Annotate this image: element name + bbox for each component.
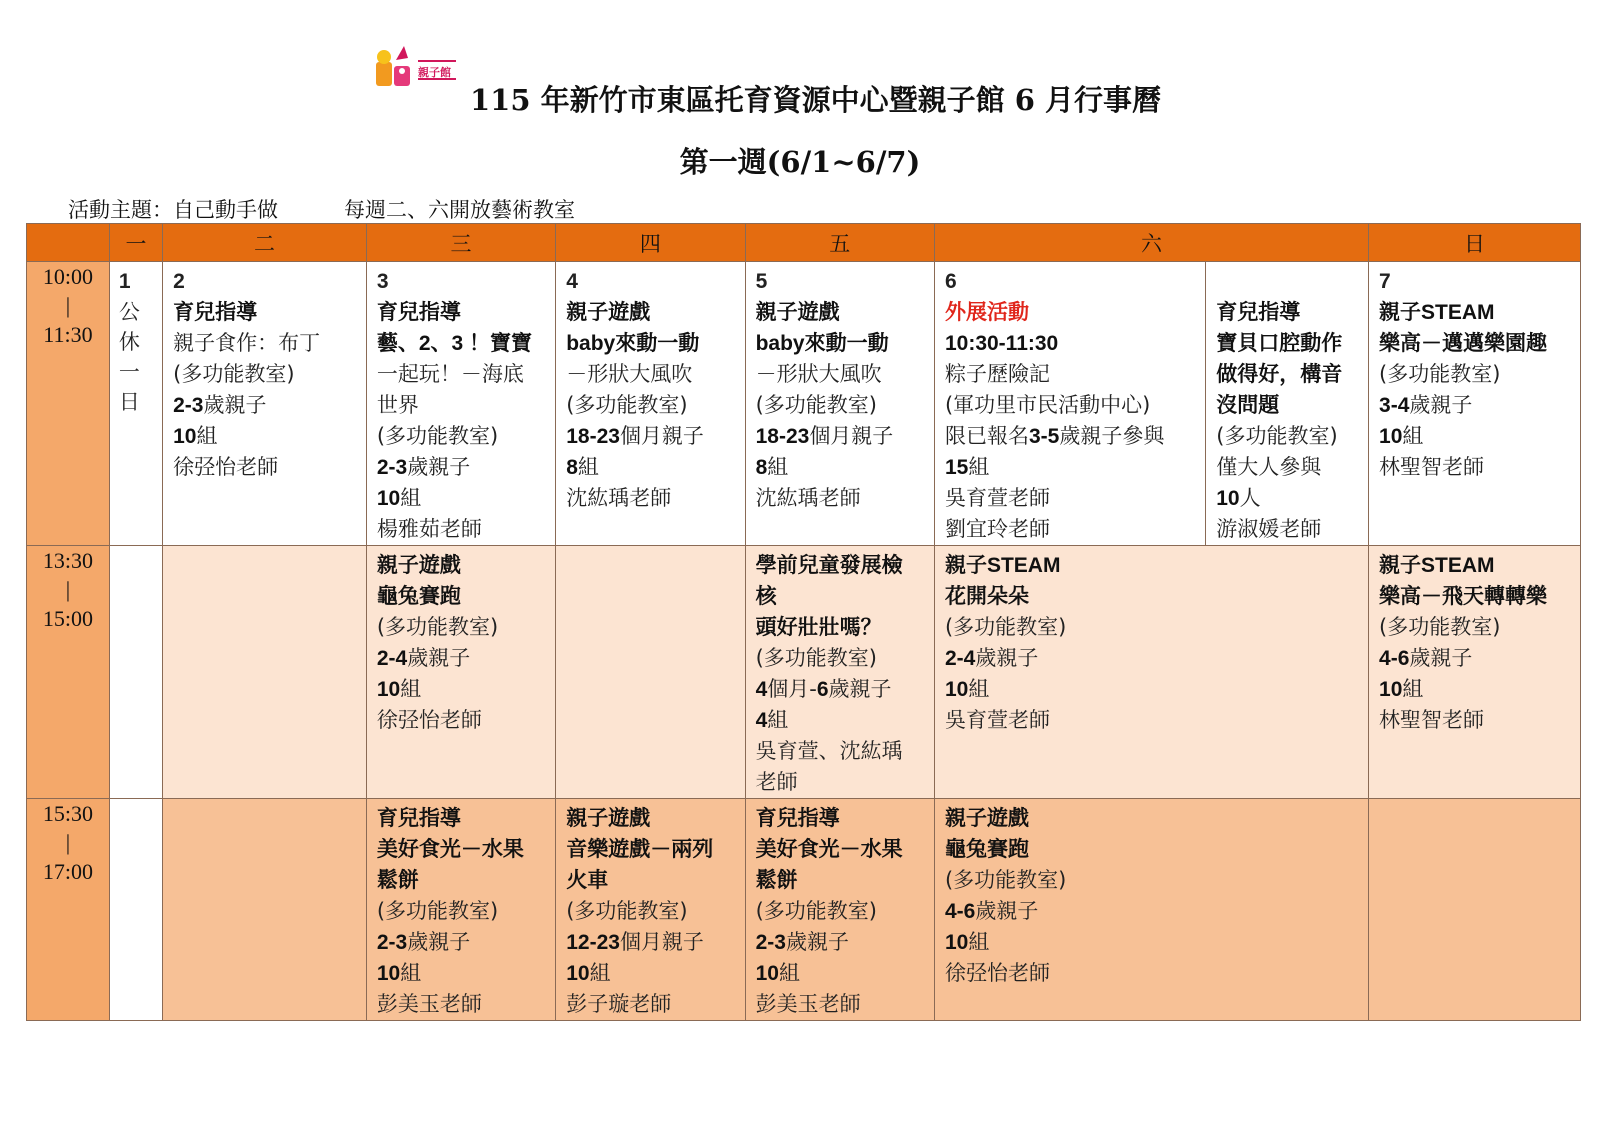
activity-room: (多功能教室) — [376, 615, 499, 639]
activity-name: 寶貝口腔動作 — [1216, 332, 1343, 355]
activity-age: 2-3歲親子 — [755, 930, 849, 954]
activity-room: (多功能教室) — [944, 615, 1067, 639]
activity-age: 2-3歲親子 — [376, 930, 471, 954]
activity-teacher: 徐弪怡老師 — [173, 455, 279, 479]
cell-sun-late — [1369, 799, 1581, 1021]
page-title: 115 年新竹市東區托育資源中心暨親子館 6 月行事曆 — [470, 83, 1162, 117]
activity-name-cont: 火車 — [566, 869, 609, 892]
weekday-mon: 一 — [109, 224, 162, 262]
activity-teacher-cont: 老師 — [755, 770, 798, 794]
activity-name: 龜兔賽跑 — [944, 838, 1029, 861]
activity-teacher: 劉宜玲老師 — [944, 517, 1050, 541]
activity-age: 2-3歲親子 — [376, 455, 471, 479]
activity-groups: 10組 — [1379, 424, 1424, 448]
activity-teacher: 沈紘瑀老師 — [566, 486, 672, 510]
activity-category: 育兒指導 — [376, 301, 461, 324]
date-number: 5 — [755, 270, 768, 293]
activity-count: 10人 — [1216, 486, 1261, 510]
activity-room: (多功能教室) — [755, 899, 877, 923]
weekday-wed: 三 — [366, 224, 555, 262]
activity-category: 育兒指導 — [173, 301, 258, 324]
activity-name: baby來動一動 — [755, 332, 889, 355]
cell-tue-morning — [163, 262, 367, 546]
activity-category: 育兒指導 — [755, 807, 840, 830]
time-slot-late-afternoon: 15:30 | 17:00 — [27, 799, 110, 1021]
activity-teacher: 吳育萱老師 — [944, 708, 1050, 732]
activity-name: 龜兔賽跑 — [376, 585, 461, 608]
activity-age: 18-23個月親子 — [755, 424, 894, 448]
timeslot-row-afternoon — [27, 546, 1581, 799]
weekday-sun: 日 — [1369, 224, 1581, 262]
activity-category: 親子STEAM — [1379, 554, 1495, 577]
activity-groups: 15組 — [944, 455, 990, 479]
activity-age: 2-3歲親子 — [173, 393, 267, 417]
cell-tue-late — [163, 799, 367, 1021]
activity-room: (多功能教室) — [755, 393, 877, 417]
activity-teacher: 林聖智老師 — [1379, 455, 1485, 479]
activity-groups: 10組 — [1379, 677, 1424, 701]
art-room-note: 每週二、六開放藝術教室 — [344, 198, 575, 222]
activity-groups: 10組 — [944, 930, 990, 954]
weekday-thu: 四 — [556, 224, 745, 262]
cell-fri-afternoon — [745, 546, 934, 799]
cell-wed-afternoon — [366, 546, 555, 799]
activity-teacher: 林聖智老師 — [1379, 708, 1485, 732]
date-number: 7 — [1379, 270, 1391, 293]
activity-category: 育兒指導 — [1216, 301, 1301, 324]
weekday-tue: 二 — [163, 224, 367, 262]
activity-room: (多功能教室) — [566, 899, 688, 923]
cell-mon-afternoon — [109, 546, 162, 799]
activity-age: 4-6歲親子 — [944, 899, 1039, 923]
activity-name-cont: 核 — [755, 585, 777, 608]
activity-teacher: 楊雅茹老師 — [376, 517, 482, 541]
activity-groups: 10組 — [173, 424, 218, 448]
activity-room: (多功能教室) — [566, 393, 688, 417]
activity-category: 親子遊戲 — [944, 807, 1029, 830]
activity-groups: 10組 — [376, 677, 422, 701]
cell-wed-morning — [366, 262, 555, 546]
activity-age: 18-23個月親子 — [566, 424, 704, 448]
activity-name: 花開朵朵 — [944, 585, 1029, 608]
activity-age: 2-4歲親子 — [376, 646, 471, 670]
activity-name: 親子食作：布丁 — [173, 331, 321, 355]
activity-category: 親子遊戲 — [566, 301, 651, 324]
cell-fri-late — [745, 799, 934, 1021]
date-number: 2 — [173, 270, 185, 293]
activity-teacher: 徐弪怡老師 — [944, 961, 1050, 985]
activity-name: 美好食光－水果 — [755, 838, 903, 861]
activity-name-cont: －形狀大風吹 — [755, 362, 882, 386]
activity-name-cont: －形狀大風吹 — [566, 362, 693, 386]
activity-groups: 10組 — [566, 961, 611, 985]
activity-category: 親子遊戲 — [755, 301, 840, 324]
activity-teacher: 游淑媛老師 — [1216, 517, 1322, 541]
activity-age: 2-4歲親子 — [944, 646, 1039, 670]
cell-mon-late — [109, 799, 162, 1021]
activity-teacher: 沈紘瑀老師 — [755, 486, 861, 510]
activity-name: 藝、2、3 ！寶寶 — [376, 332, 533, 355]
activity-groups: 8組 — [755, 455, 789, 479]
activity-room: (軍功里市民活動中心) — [944, 393, 1151, 417]
cell-sat-morning-outreach — [934, 262, 1205, 546]
weekday-header-row — [27, 224, 1581, 262]
activity-room: (多功能教室) — [376, 424, 499, 448]
activity-category: 親子遊戲 — [376, 554, 461, 577]
activity-theme: 活動主題：自己動手做 — [68, 198, 278, 222]
week-subtitle: 第一週(6/1~6/7) — [679, 145, 921, 179]
activity-groups: 10組 — [376, 486, 422, 510]
cell-sat-morning-guidance — [1206, 262, 1369, 546]
activity-name-cont: 一起玩！－海底 — [376, 362, 524, 386]
activity-name-cont: 鬆餅 — [376, 869, 419, 892]
closed-note: 公 休 一 日 — [118, 300, 140, 414]
activity-teacher: 彭美玉老師 — [376, 992, 482, 1016]
activity-room: (多功能教室) — [1379, 615, 1501, 639]
activity-name-cont: 鬆餅 — [755, 869, 798, 892]
activity-category: 外展活動 — [944, 301, 1029, 324]
timeslot-row-morning — [27, 262, 1581, 546]
activity-category: 育兒指導 — [376, 807, 461, 830]
activity-teacher: 彭美玉老師 — [755, 992, 861, 1016]
time-slot-afternoon: 13:30 | 15:00 — [27, 546, 110, 799]
activity-teacher: 吳育萱、沈紘瑀 — [755, 739, 903, 763]
activity-groups: 8組 — [566, 455, 599, 479]
activity-name: 樂高－飛天轉轉樂 — [1379, 585, 1548, 608]
activity-room: (多功能教室) — [755, 646, 877, 670]
activity-name: 美好食光－水果 — [376, 838, 524, 861]
weekly-calendar — [26, 223, 1581, 1021]
activity-note: 限已報名3-5歲親子參與 — [944, 424, 1165, 448]
activity-name-cont: 做得好，構音 — [1216, 363, 1343, 386]
cell-mon-morning — [109, 262, 162, 546]
activity-room: (多功能教室) — [1216, 424, 1338, 448]
cell-sat-late — [934, 799, 1368, 1021]
theme-line — [68, 194, 575, 224]
logo-text: 親子館 — [418, 66, 451, 79]
activity-category: 親子遊戲 — [566, 807, 651, 830]
activity-groups: 4組 — [755, 708, 789, 732]
cell-thu-late — [556, 799, 745, 1021]
cell-wed-late — [366, 799, 555, 1021]
date-number: 6 — [944, 270, 957, 293]
activity-room: (多功能教室) — [944, 868, 1067, 892]
activity-age: 3-4歲親子 — [1379, 393, 1473, 417]
activity-room: (多功能教室) — [173, 362, 295, 386]
weekday-sat: 六 — [934, 224, 1368, 262]
activity-teacher: 吳育萱老師 — [944, 486, 1050, 510]
activity-note: 僅大人參與 — [1216, 455, 1322, 479]
activity-teacher: 徐弪怡老師 — [376, 708, 482, 732]
activity-name: baby來動一動 — [566, 332, 700, 355]
cell-sat-afternoon — [934, 546, 1368, 799]
activity-groups: 10組 — [376, 961, 422, 985]
activity-name-cont: 沒問題 — [1216, 394, 1280, 417]
activity-time: 10:30-11:30 — [944, 332, 1059, 355]
timeslot-row-late-afternoon — [27, 799, 1581, 1021]
activity-category: 親子STEAM — [1379, 301, 1495, 324]
activity-name: 樂高－邁邁樂園趣 — [1379, 332, 1548, 355]
activity-room: (多功能教室) — [1379, 362, 1501, 386]
cell-sun-afternoon — [1369, 546, 1581, 799]
cell-tue-afternoon — [163, 546, 367, 799]
activity-name: 粽子歷險記 — [944, 362, 1050, 386]
corner-cell — [27, 224, 110, 262]
activity-age: 4個月-6歲親子 — [755, 677, 892, 701]
activity-teacher: 彭子璇老師 — [566, 992, 672, 1016]
time-slot-morning: 10:00 | 11:30 — [27, 262, 110, 546]
activity-groups: 10組 — [755, 961, 800, 985]
activity-age: 12-23個月親子 — [566, 930, 704, 954]
date-number: 1 — [118, 270, 131, 293]
weekday-fri: 五 — [745, 224, 934, 262]
cell-thu-morning — [556, 262, 745, 546]
cell-thu-afternoon — [556, 546, 745, 799]
activity-subtitle: 頭好壯壯嗎？ — [755, 616, 882, 639]
activity-groups: 10組 — [944, 677, 990, 701]
cell-fri-morning — [745, 262, 934, 546]
date-number: 4 — [566, 270, 578, 293]
activity-name: 音樂遊戲－兩列 — [566, 838, 714, 861]
activity-age: 4-6歲親子 — [1379, 646, 1473, 670]
activity-name-cont: 世界 — [376, 393, 419, 417]
activity-category: 親子STEAM — [944, 554, 1061, 577]
activity-room: (多功能教室) — [376, 899, 499, 923]
cell-sun-morning — [1369, 262, 1581, 546]
date-number: 3 — [376, 270, 389, 293]
activity-name: 學前兒童發展檢 — [755, 554, 903, 577]
